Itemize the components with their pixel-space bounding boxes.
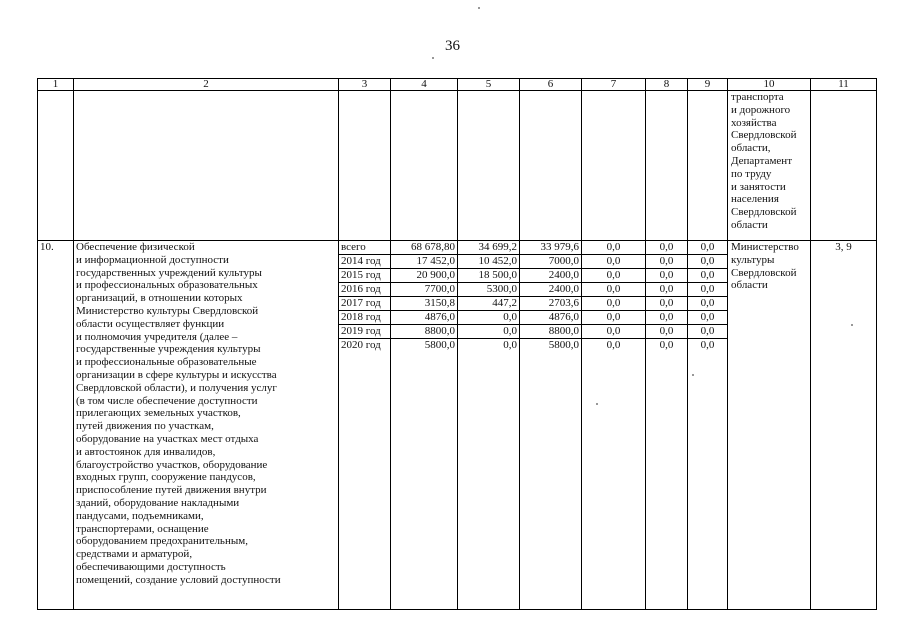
period-cell: 2016 год bbox=[339, 283, 390, 297]
executor-cell-continued bbox=[728, 91, 811, 241]
executor-line: области, bbox=[731, 142, 771, 155]
description-line: и автостоянок для инвалидов, bbox=[76, 445, 216, 458]
value-cell: 2400,0 bbox=[520, 269, 581, 283]
executor-line: области bbox=[731, 279, 768, 292]
value-cell: 0,0 bbox=[606, 339, 621, 351]
description-line: государственных учреждений культуры bbox=[76, 266, 262, 279]
value-cell: 0,0 bbox=[700, 339, 715, 351]
executor-line: населения bbox=[731, 193, 779, 206]
period-cell: 2014 год bbox=[339, 255, 390, 269]
continuation-row bbox=[38, 91, 877, 241]
executor-cell bbox=[728, 241, 811, 610]
description-line: организаций, в отношении которых bbox=[76, 292, 243, 305]
value-cell: 0,0 bbox=[646, 311, 687, 325]
description-line: зданий, оборудование накладными bbox=[76, 496, 240, 509]
value-cell: 0,0 bbox=[688, 311, 727, 325]
value-cell: 0,0 bbox=[688, 255, 727, 269]
value-cell: 0,0 bbox=[646, 325, 687, 339]
header-cell: 2 bbox=[74, 79, 339, 91]
description-line: путей движения по участкам, bbox=[76, 420, 214, 433]
value-cell: 2703,6 bbox=[520, 297, 581, 311]
value-cell: 68 678,80 bbox=[391, 241, 457, 255]
value-cell: 33 979,6 bbox=[520, 241, 581, 255]
value-cell: 0,0 bbox=[582, 297, 645, 311]
executor-line: Свердловской bbox=[731, 266, 797, 279]
description-line: прилегающих земельных участков, bbox=[76, 407, 241, 420]
value-cell: 0,0 bbox=[646, 269, 687, 283]
executor-line: Свердловской bbox=[731, 129, 797, 142]
col5-values bbox=[458, 241, 520, 610]
value-cell: 0,0 bbox=[659, 339, 674, 351]
period-cell: 2020 год bbox=[341, 339, 381, 351]
executor-line: культуры bbox=[731, 253, 775, 266]
value-cell: 0,0 bbox=[646, 283, 687, 297]
description-line: входных групп, сооружение пандусов, bbox=[76, 471, 256, 484]
executor-line: Министерство bbox=[731, 241, 799, 253]
header-cell: 10 bbox=[728, 79, 811, 91]
value-cell: 8800,0 bbox=[520, 325, 581, 339]
description-line: и профессиональных образовательных bbox=[76, 279, 258, 292]
period-cell: 2017 год bbox=[339, 297, 390, 311]
value-cell: 0,0 bbox=[688, 269, 727, 283]
value-cell: 0,0 bbox=[458, 325, 519, 339]
value-cell: 7000,0 bbox=[520, 255, 581, 269]
measure-description bbox=[74, 241, 339, 610]
description-line: Свердловской области), и получения услуг bbox=[76, 381, 277, 394]
value-cell: 17 452,0 bbox=[391, 255, 457, 269]
description-line: Обеспечение физической bbox=[76, 241, 195, 253]
row-number: 10. bbox=[38, 241, 74, 610]
header-cell: 11 bbox=[811, 79, 877, 91]
page-number: 36 bbox=[445, 38, 460, 54]
value-cell: 0,0 bbox=[646, 241, 687, 255]
description-line: Министерство культуры Свердловской bbox=[76, 304, 259, 317]
description-line: области осуществляет функции bbox=[76, 317, 225, 330]
period-cell: всего bbox=[339, 241, 390, 255]
period-cell: 2019 год bbox=[339, 325, 390, 339]
value-cell: 0,0 bbox=[688, 283, 727, 297]
value-cell: 0,0 bbox=[503, 339, 517, 351]
value-cell: 7700,0 bbox=[391, 283, 457, 297]
executor-line: транспорта bbox=[731, 91, 784, 103]
period-column bbox=[339, 241, 391, 610]
executor-line: Департамент bbox=[731, 154, 793, 167]
description-line: средствами и арматурой, bbox=[76, 548, 193, 561]
header-cell: 8 bbox=[646, 79, 688, 91]
value-cell: 18 500,0 bbox=[458, 269, 519, 283]
table-row bbox=[38, 241, 877, 610]
value-cell: 0,0 bbox=[582, 269, 645, 283]
header-cell: 4 bbox=[391, 79, 458, 91]
value-cell: 0,0 bbox=[582, 255, 645, 269]
value-cell: 0,0 bbox=[688, 241, 727, 255]
executor-line: хозяйства bbox=[731, 116, 777, 129]
executor-line: и занятости bbox=[731, 180, 786, 193]
value-cell: 0,0 bbox=[646, 297, 687, 311]
description-line: благоустройство участков, оборудование bbox=[76, 458, 268, 471]
value-cell: 4876,0 bbox=[391, 311, 457, 325]
description-line: и полномочия учредителя (далее – bbox=[76, 330, 238, 343]
executor-line: и дорожного bbox=[731, 103, 791, 116]
program-table bbox=[37, 78, 877, 610]
indicator-numbers: 3, 9 bbox=[811, 241, 877, 610]
value-cell: 5800,0 bbox=[424, 339, 455, 351]
description-line: оборудованием предохранительным, bbox=[76, 535, 248, 548]
col8-values bbox=[646, 241, 688, 610]
period-cell: 2015 год bbox=[339, 269, 390, 283]
description-line: обеспечивающими доступность bbox=[76, 560, 226, 573]
value-cell: 0,0 bbox=[646, 255, 687, 269]
description-line: организации в сфере культуры и искусства bbox=[76, 368, 277, 381]
executor-line: области bbox=[731, 218, 768, 231]
header-cell: 7 bbox=[582, 79, 646, 91]
value-cell: 8800,0 bbox=[391, 325, 457, 339]
header-cell: 1 bbox=[38, 79, 74, 91]
description-line: и информационной доступности bbox=[76, 253, 229, 266]
value-cell: 0,0 bbox=[688, 297, 727, 311]
header-cell: 9 bbox=[688, 79, 728, 91]
col4-values bbox=[391, 241, 458, 610]
value-cell: 0,0 bbox=[582, 311, 645, 325]
header-cell: 5 bbox=[458, 79, 520, 91]
value-cell: 0,0 bbox=[582, 325, 645, 339]
description-line: помещений, создание условий доступности bbox=[76, 573, 281, 586]
value-cell: 447,2 bbox=[458, 297, 519, 311]
header-cell: 3 bbox=[339, 79, 391, 91]
value-cell: 34 699,2 bbox=[458, 241, 519, 255]
description-line: пандусами, подъемниками, bbox=[76, 509, 204, 522]
header-cell: 6 bbox=[520, 79, 582, 91]
description-line: (в том числе обеспечение доступности bbox=[76, 394, 258, 407]
value-cell: 20 900,0 bbox=[391, 269, 457, 283]
header-row bbox=[38, 79, 877, 91]
description-line: оборудование на участках мест отдыха bbox=[76, 432, 259, 445]
value-cell: 0,0 bbox=[688, 325, 727, 339]
value-cell: 3150,8 bbox=[391, 297, 457, 311]
value-cell: 10 452,0 bbox=[458, 255, 519, 269]
value-cell: 5300,0 bbox=[458, 283, 519, 297]
value-cell: 4876,0 bbox=[520, 311, 581, 325]
description-line: и профессиональные образовательные bbox=[76, 356, 257, 369]
col9-values bbox=[688, 241, 728, 610]
value-cell: 0,0 bbox=[582, 283, 645, 297]
value-cell: 5800,0 bbox=[548, 339, 579, 351]
value-cell: 0,0 bbox=[582, 241, 645, 255]
col7-values bbox=[582, 241, 646, 610]
period-cell: 2018 год bbox=[339, 311, 390, 325]
description-line: приспособление путей движения внутри bbox=[76, 484, 267, 497]
col6-values bbox=[520, 241, 582, 610]
value-cell: 0,0 bbox=[458, 311, 519, 325]
executor-line: по труду bbox=[731, 167, 772, 180]
value-cell: 2400,0 bbox=[520, 283, 581, 297]
description-line: транспортерами, оснащение bbox=[76, 522, 209, 535]
executor-line: Свердловской bbox=[731, 206, 797, 219]
description-line: государственные учреждения культуры bbox=[76, 343, 261, 356]
